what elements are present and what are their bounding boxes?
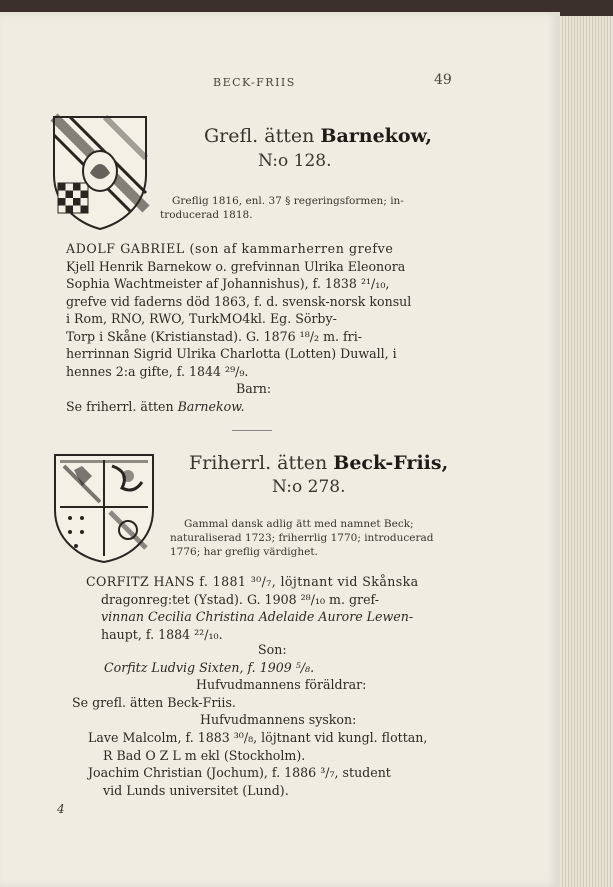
barnekow-note-line-1: Greflig 1816, enl. 37 § regeringsformen; in- xyxy=(172,195,404,207)
page-number: 49 xyxy=(434,72,452,88)
beck-friis-note-line-2: naturaliserad 1723; friherrlig 1770; introducerad xyxy=(170,532,434,544)
beck-friis-note-line-3: 1776; har greflig värdighet. xyxy=(170,546,318,558)
beck-friis-son-line: Corfitz Ludvig Sixten, f. 1909 ⁵/₈. xyxy=(104,660,315,675)
section-divider xyxy=(232,430,272,431)
beck-friis-note xyxy=(170,517,550,559)
barnekow-note-line-2: troducerad 1818. xyxy=(160,209,253,221)
barnekow-title xyxy=(204,125,432,147)
beck-friis-line-1: CORFITZ HANS f. 1881 ³⁰/₇, löjtnant vid Skånska xyxy=(86,574,419,589)
running-head: BECK-FRIIS xyxy=(213,76,296,89)
beck-friis-line-4: haupt, f. 1884 ²²/₁₀. xyxy=(101,626,223,642)
barnekow-line-8: hennes 2:a gifte, f. 1844 ²⁹/₉. xyxy=(66,363,249,379)
barnekow-line-6: Torp i Skåne (Kristianstad). G. 1876 ¹⁸/₂ m. fri- xyxy=(66,328,362,344)
beck-friis-sibling-line-1: Lave Malcolm, f. 1883 ³⁰/₈, löjtnant vid kungl. flottan, xyxy=(88,730,428,745)
barnekow-line-1: ADOLF GABRIEL (son af kammarherren grefve xyxy=(66,241,394,256)
beck-friis-sibling-line-3: Joachim Christian (Jochum), f. 1886 ³/₇, student xyxy=(88,765,391,780)
beck-friis-coat-of-arms xyxy=(52,452,156,564)
beck-friis-entry xyxy=(86,573,419,643)
beck-friis-note-line-1: Gammal dansk adlig ätt med namnet Beck; xyxy=(184,518,414,530)
barnekow-see-name: Barnekow. xyxy=(177,399,245,414)
beck-friis-number: N:o 278. xyxy=(272,477,346,497)
barnekow-line-2: Kjell Henrik Barnekow o. grefvinnan Ulrika Eleonora xyxy=(66,258,406,274)
beck-friis-son-label: Son: xyxy=(258,642,287,657)
beck-friis-title-name: Beck-Friis, xyxy=(333,452,449,474)
barnekow-line-4: grefve vid faderns död 1863, f. d. svensk-norsk konsul xyxy=(66,293,412,309)
barnekow-number: N:o 128. xyxy=(258,151,332,171)
barnekow-title-prefix: Grefl. ätten xyxy=(204,125,315,147)
barnekow-coat-of-arms xyxy=(50,113,150,231)
beck-friis-siblings-label: Hufvudmannens syskon: xyxy=(200,712,357,727)
barnekow-see-line xyxy=(66,398,245,416)
barnekow-line-7: herrinnan Sigrid Ulrika Charlotta (Lotten) Duwall, i xyxy=(66,346,397,361)
beck-friis-line-3: vinnan Cecilia Christina Adelaide Aurore Lewen- xyxy=(101,609,414,624)
barnekow-title-name: Barnekow, xyxy=(320,125,432,147)
barnekow-entry xyxy=(66,240,411,380)
beck-friis-see-line: Se grefl. ätten Beck-Friis. xyxy=(72,695,236,710)
barnekow-line-5: i Rom, RNO, RWO, TurkMO4kl. Eg. Sörby- xyxy=(66,311,337,326)
barnekow-barn-label: Barn: xyxy=(236,381,272,396)
barnekow-see-prefix: Se friherrl. ätten xyxy=(66,399,174,414)
beck-friis-line-2: dragonreg:tet (Ystad). G. 1908 ²⁸/₁₀ m. gref- xyxy=(101,591,380,607)
beck-friis-sibling-line-2: R Bad O Z L m ekl (Stockholm). xyxy=(103,747,306,763)
barnekow-line-3: Sophia Wachtmeister af Johannishus), f. 1838 ²¹/₁₀, xyxy=(66,276,390,291)
beck-friis-parents-label: Hufvudmannens föräldrar: xyxy=(196,677,367,692)
beck-friis-title xyxy=(189,452,448,474)
beck-friis-siblings xyxy=(88,729,427,799)
signature-mark: 4 xyxy=(57,802,65,816)
beck-friis-sibling-line-4: vid Lunds universitet (Lund). xyxy=(103,782,289,798)
beck-friis-title-prefix: Friherrl. ätten xyxy=(189,452,328,474)
barnekow-note xyxy=(160,194,542,222)
